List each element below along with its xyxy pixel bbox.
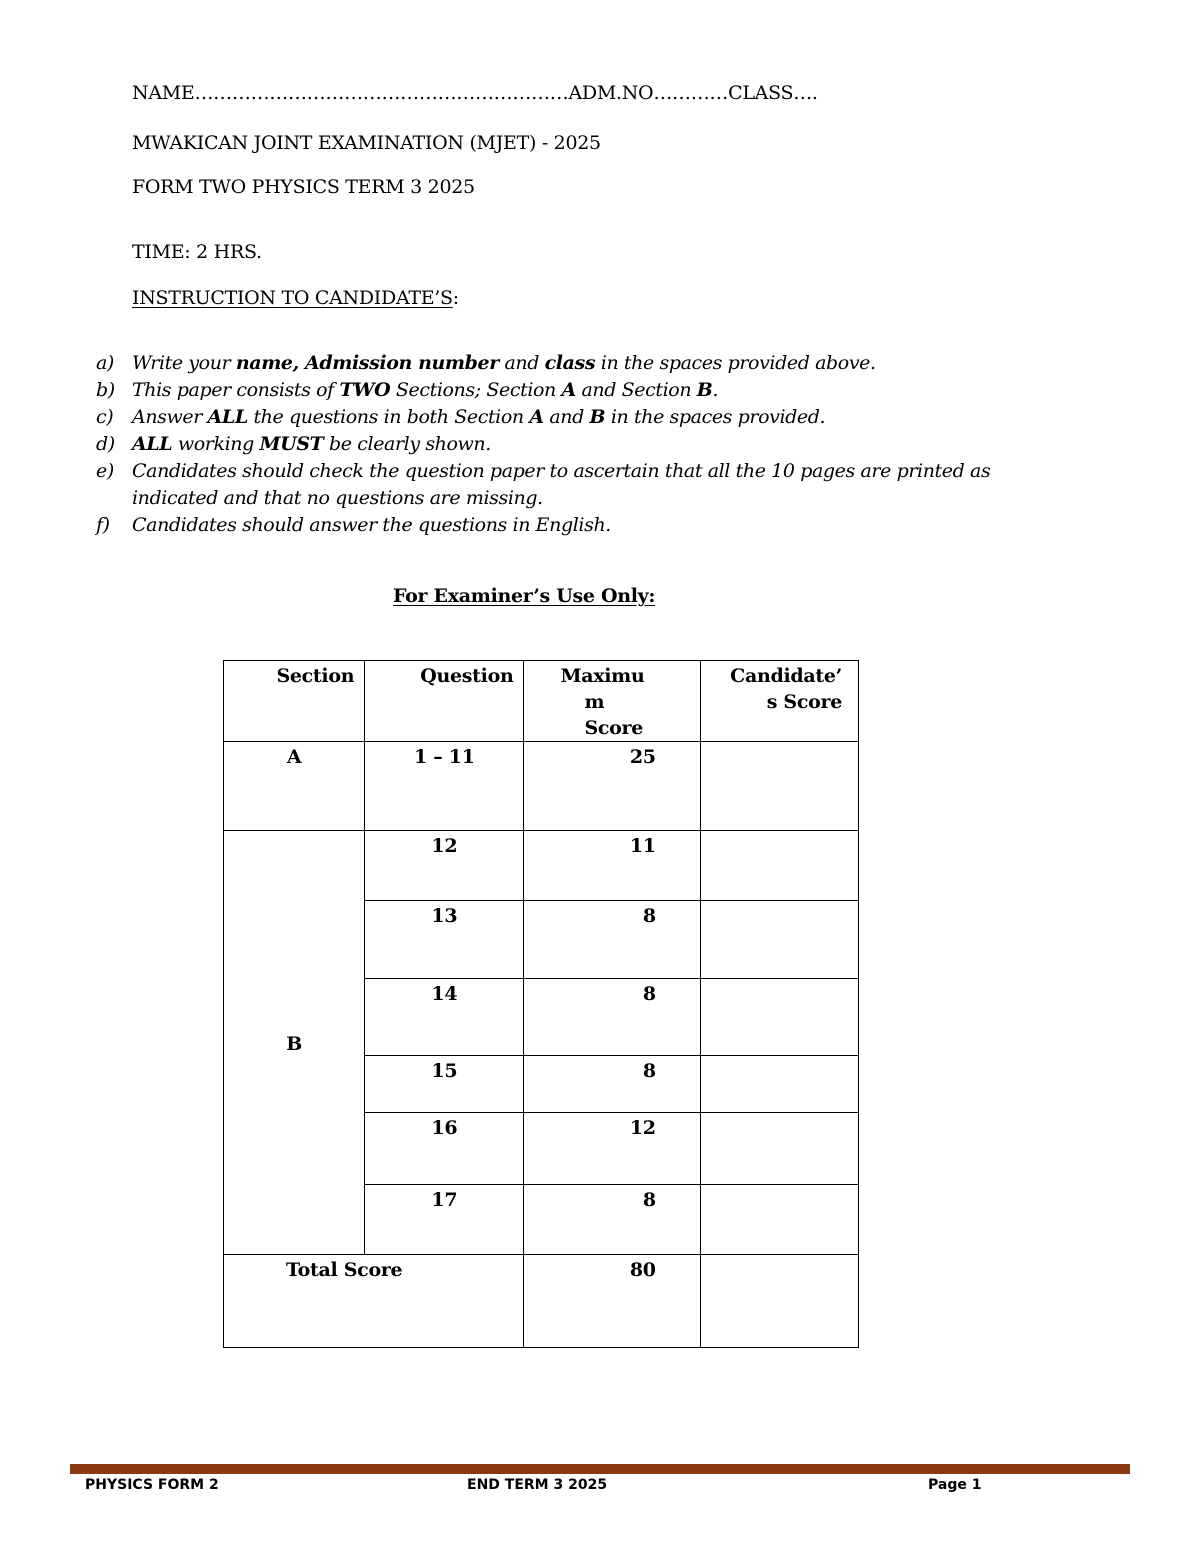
instruction-emphasis: MUST <box>259 433 324 455</box>
header-max-line: Score <box>584 717 644 739</box>
instruction-emphasis: A <box>529 406 544 428</box>
candidate-score-cell[interactable] <box>700 1056 858 1113</box>
section-a-label: A <box>224 742 365 831</box>
score-table-header-row <box>224 661 859 742</box>
instruction-item <box>88 350 1018 377</box>
header-max-line: Maximu <box>560 665 645 687</box>
header-section: Section <box>224 661 365 742</box>
name-adm-class-line: NAME……………………………………………………ADM.NO…………CLASS…. <box>132 82 818 104</box>
candidate-score-cell[interactable] <box>700 742 858 831</box>
candidate-score-cell[interactable] <box>700 831 858 901</box>
max-score-cell: 8 <box>524 979 700 1056</box>
footer-rule <box>70 1464 1130 1474</box>
table-row <box>224 831 859 901</box>
question-cell: 15 <box>365 1056 524 1113</box>
instruction-item <box>88 404 1018 431</box>
score-table <box>223 660 859 1348</box>
section-b-label: B <box>224 831 365 1255</box>
max-score-cell: 11 <box>524 831 700 901</box>
instruction-text: . <box>712 379 719 401</box>
instruction-emphasis: B <box>589 406 606 428</box>
question-cell: 12 <box>365 831 524 901</box>
question-cell: 14 <box>365 979 524 1056</box>
instruction-heading-colon: : <box>452 287 459 309</box>
instruction-item <box>88 458 1018 512</box>
candidate-total-score-cell[interactable] <box>700 1255 858 1348</box>
header-cand-line: s Score <box>766 691 842 713</box>
instruction-item <box>88 377 1018 404</box>
instruction-item <box>88 512 1018 539</box>
candidate-score-cell[interactable] <box>700 1185 858 1255</box>
total-score-label: Total Score <box>224 1255 524 1348</box>
instruction-marker: f) <box>96 514 110 536</box>
question-cell: 13 <box>365 901 524 979</box>
instruction-text: Candidates should check the question paper to ascertain that all the 10 pages are printed as indicated and that no questions are missing. <box>132 460 991 509</box>
instruction-text: Candidates should answer the questions in English. <box>132 514 611 536</box>
table-row-total <box>224 1255 859 1348</box>
header-max-score <box>524 661 700 742</box>
instruction-marker: b) <box>96 379 115 401</box>
candidate-score-cell[interactable] <box>700 1113 858 1185</box>
instruction-heading <box>132 287 459 309</box>
footer-center: END TERM 3 2025 <box>467 1477 608 1493</box>
instruction-emphasis: B <box>696 379 713 401</box>
instruction-emphasis: ALL <box>207 406 248 428</box>
instruction-heading-text: INSTRUCTION TO CANDIDATE’S <box>132 287 453 309</box>
instruction-text: Sections; Section <box>390 379 562 401</box>
instruction-emphasis: class <box>544 352 596 374</box>
instruction-list <box>88 350 1018 539</box>
footer-left: PHYSICS FORM 2 <box>85 1477 219 1493</box>
max-score-cell: 12 <box>524 1113 700 1185</box>
instruction-text: in the spaces provided above. <box>595 352 876 374</box>
instruction-text: Answer <box>132 406 208 428</box>
total-max-score: 80 <box>524 1255 700 1348</box>
instruction-marker: c) <box>96 406 114 428</box>
instruction-emphasis: name, Admission number <box>235 352 499 374</box>
instruction-marker: d) <box>96 433 115 455</box>
instruction-text: Write your <box>132 352 236 374</box>
instruction-text: working <box>172 433 260 455</box>
instruction-text: and Section <box>575 379 697 401</box>
instruction-emphasis: TWO <box>339 379 391 401</box>
instruction-text: and <box>498 352 545 374</box>
instruction-marker: e) <box>96 460 114 482</box>
instruction-emphasis: ALL <box>132 433 173 455</box>
examiner-heading: For Examiner’s Use Only: <box>393 585 656 607</box>
max-score-cell: 8 <box>524 901 700 979</box>
instruction-text: be clearly shown. <box>323 433 491 455</box>
instruction-text: the questions in both Section <box>247 406 530 428</box>
instruction-item <box>88 431 1018 458</box>
header-max-line: m <box>584 691 605 713</box>
question-cell: 1 – 11 <box>365 742 524 831</box>
candidate-score-cell[interactable] <box>700 979 858 1056</box>
instruction-text: in the spaces provided. <box>605 406 826 428</box>
max-score-cell: 25 <box>524 742 700 831</box>
candidate-score-cell[interactable] <box>700 901 858 979</box>
max-score-cell: 8 <box>524 1185 700 1255</box>
footer-page-number: Page 1 <box>928 1477 982 1493</box>
exam-title: MWAKICAN JOINT EXAMINATION (MJET) - 2025 <box>132 132 601 154</box>
instruction-text: This paper consists of <box>132 379 340 401</box>
time-allowed: TIME: 2 HRS. <box>132 241 262 263</box>
max-score-cell: 8 <box>524 1056 700 1113</box>
header-question: Question <box>365 661 524 742</box>
table-row <box>224 742 859 831</box>
header-cand-line: Candidate’ <box>730 665 842 687</box>
instruction-emphasis: A <box>561 379 576 401</box>
subject-line: FORM TWO PHYSICS TERM 3 2025 <box>132 176 475 198</box>
question-cell: 17 <box>365 1185 524 1255</box>
header-candidate-score <box>700 661 858 742</box>
instruction-text: and <box>543 406 590 428</box>
instruction-marker: a) <box>96 352 114 374</box>
question-cell: 16 <box>365 1113 524 1185</box>
